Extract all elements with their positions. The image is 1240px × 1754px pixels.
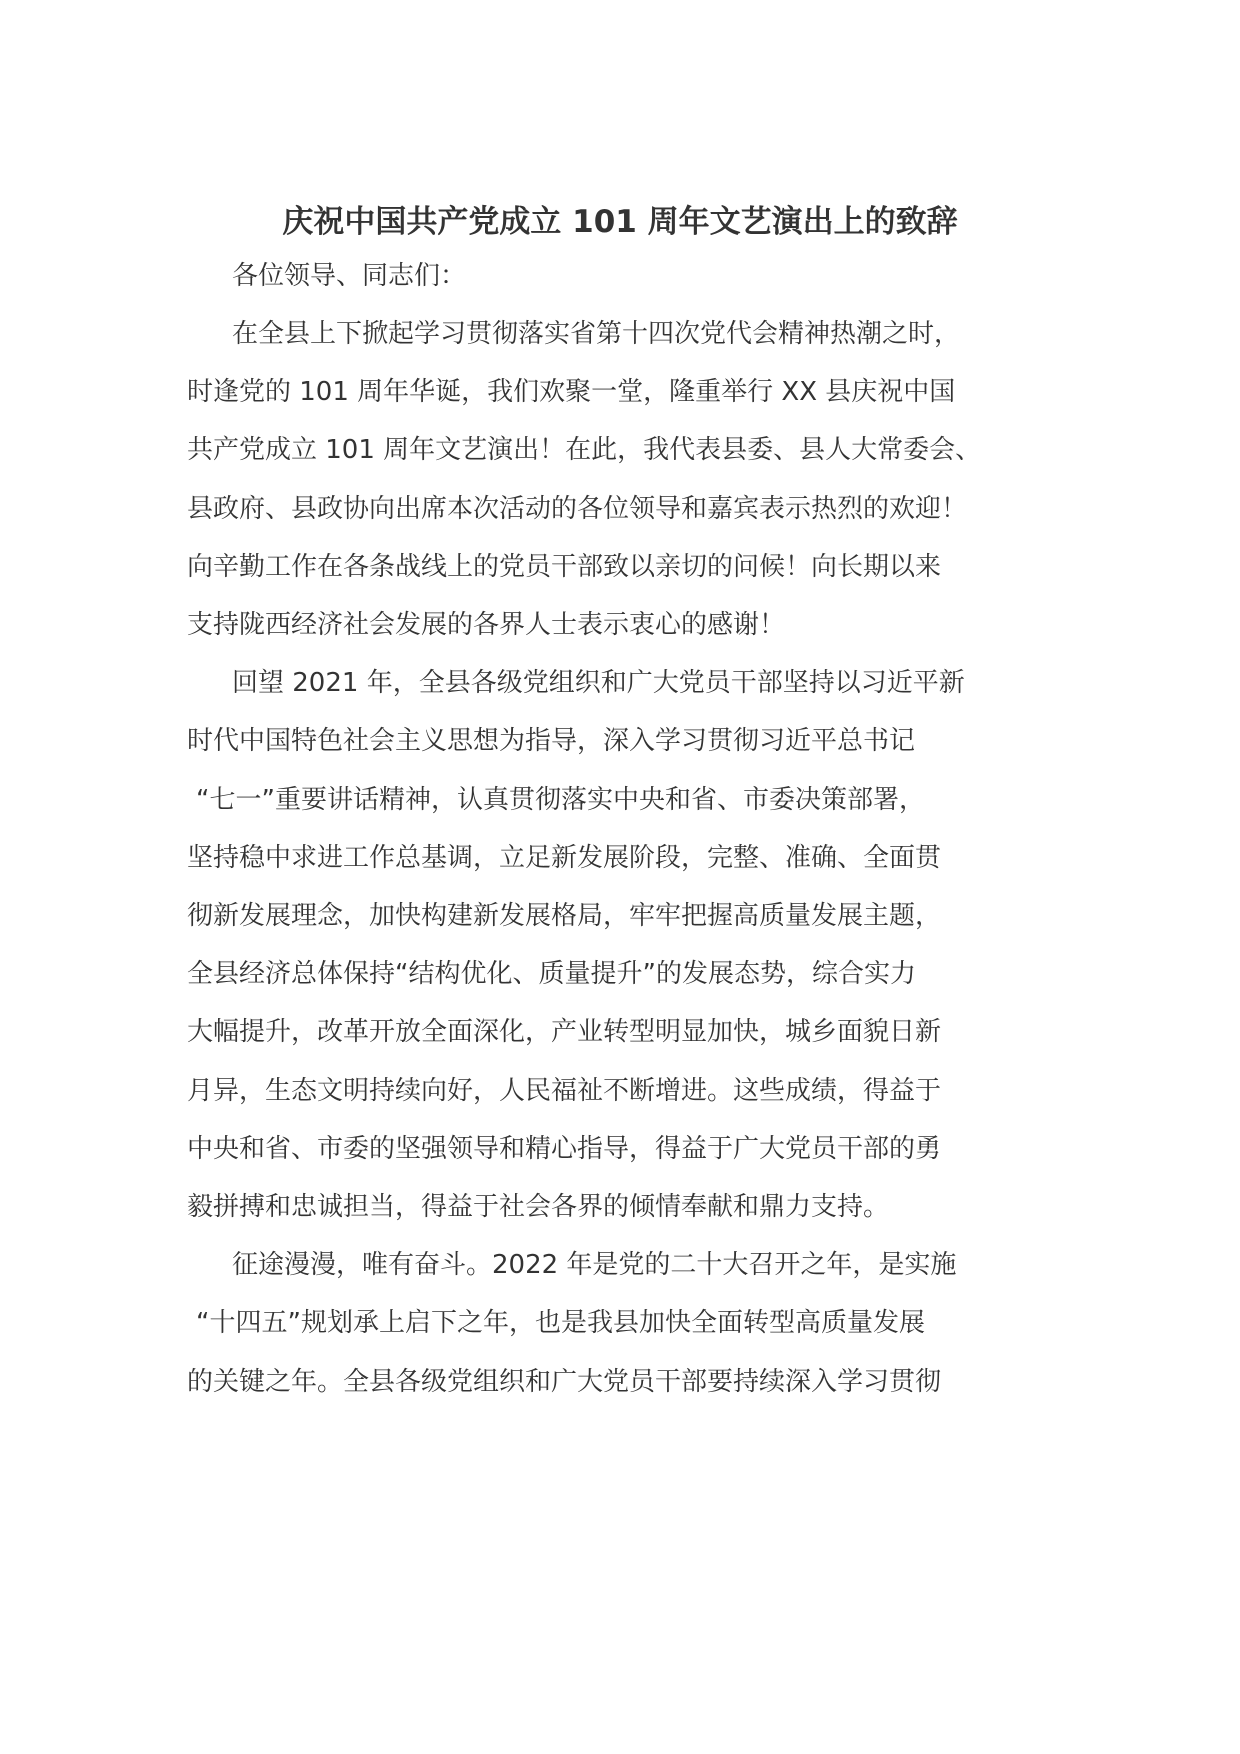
- paragraph-2-line-1: 回望 2021 年，全县各级党组织和广大党员干部坚持以习近平新: [232, 668, 965, 698]
- paragraph-2-line-10: 毅拼搏和忠诚担当，得益于社会各界的倾情奉献和鼎力支持。: [187, 1192, 890, 1222]
- paragraph-2-line-7: 大幅提升，改革开放全面深化，产业转型明显加快，城乡面貌日新: [187, 1017, 942, 1047]
- paragraph-1-line-1: 在全县上下掀起学习贯彻落实省第十四次党代会精神热潮之时，: [232, 319, 961, 349]
- paragraph-2-line-6: 全县经济总体保持“结构优化、质量提升”的发展态势，综合实力: [187, 959, 916, 989]
- paragraph-1-line-3: 共产党成立 101 周年文艺演出！在此，我代表县委、县人大常委会、: [187, 435, 982, 465]
- paragraph-1-line-6: 支持陇西经济社会发展的各界人士表示衷心的感谢！: [187, 610, 786, 640]
- paragraph-2-line-2: 时代中国特色社会主义思想为指导，深入学习贯彻习近平总书记: [187, 726, 916, 756]
- paragraph-2-line-5: 彻新发展理念，加快构建新发展格局，牢牢把握高质量发展主题，: [187, 901, 942, 931]
- paragraph-2-line-8: 月异，生态文明持续向好，人民福祉不断增进。这些成绩，得益于: [187, 1076, 942, 1106]
- paragraph-1-line-4: 县政府、县政协向出席本次活动的各位领导和嘉宾表示热烈的欢迎！: [187, 494, 968, 524]
- paragraph-2-line-4: 坚持稳中求进工作总基调，立足新发展阶段，完整、准确、全面贯: [187, 843, 942, 873]
- paragraph-1-line-5: 向辛勤工作在各条战线上的党员干部致以亲切的问候！向长期以来: [187, 552, 942, 582]
- paragraph-2-line-9: 中央和省、市委的坚强领导和精心指导，得益于广大党员干部的勇: [187, 1134, 942, 1164]
- paragraph-3-line-2: “十四五”规划承上启下之年，也是我县加快全面转型高质量发展: [196, 1308, 925, 1338]
- paragraph-2-line-3: “七一”重要讲话精神，认真贯彻落实中央和省、市委决策部署，: [196, 785, 925, 815]
- paragraph-3-line-1: 征途漫漫，唯有奋斗。2022 年是党的二十大召开之年，是实施: [232, 1250, 957, 1280]
- document-title: 庆祝中国共产党成立 101 周年文艺演出上的致辞: [282, 204, 958, 240]
- salutation: 各位领导、同志们：: [232, 261, 467, 291]
- paragraph-1-line-2: 时逢党的 101 周年华诞，我们欢聚一堂，隆重举行 XX 县庆祝中国: [187, 377, 956, 407]
- paragraph-3-line-3: 的关键之年。全县各级党组织和广大党员干部要持续深入学习贯彻: [187, 1367, 942, 1397]
